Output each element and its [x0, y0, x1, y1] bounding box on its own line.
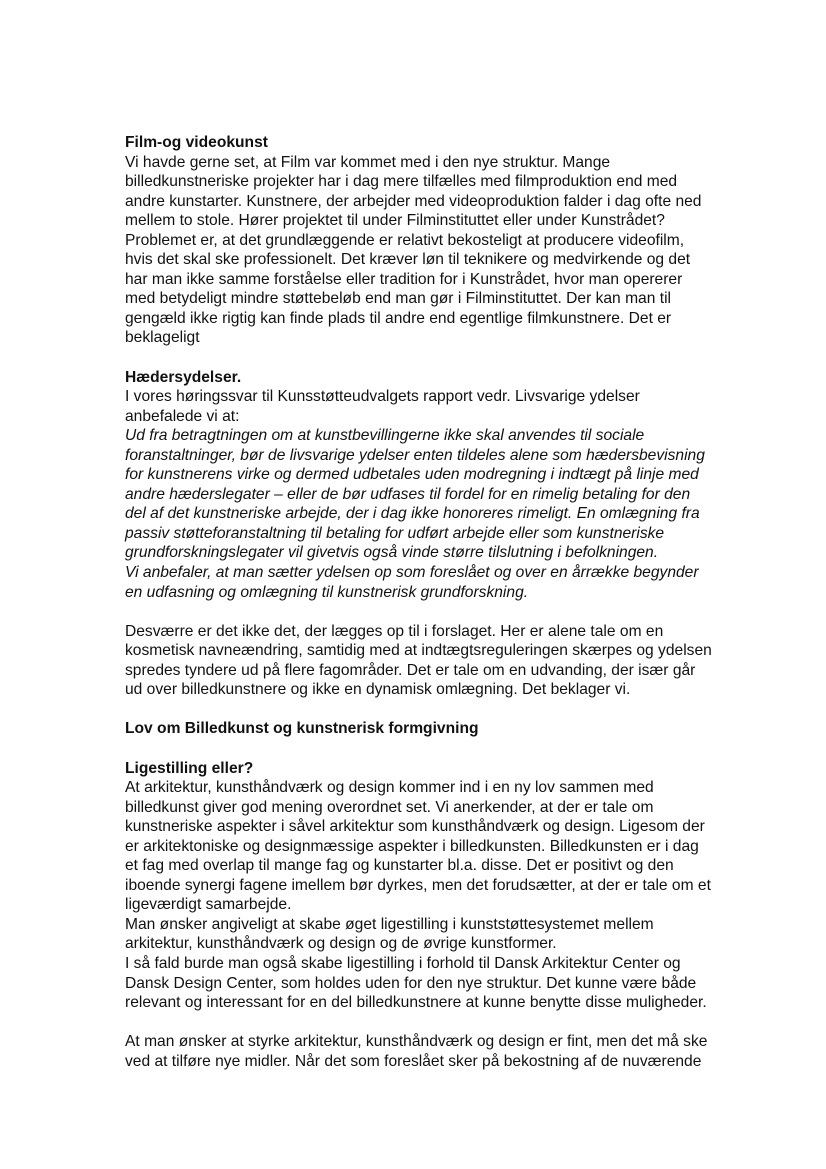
section-heading-haedersydelser: Hædersydelser.	[125, 368, 242, 386]
section-heading-film: Film-og videokunst	[125, 134, 268, 151]
text-line: andre kunstarter. Kunstnere, der arbejder med videoproduktion falder i dag ofte ned	[125, 192, 702, 210]
paragraph-haedersydelser-body	[125, 622, 765, 700]
text-line: har man ikke samme forståelse eller tradition for i Kunstrådet, hvor man opererer	[125, 270, 683, 288]
paragraph-film	[125, 153, 765, 348]
spacer	[125, 1013, 765, 1033]
text-line: gengæld ikke rigtig kan finde plads til andre end egentlige filmkunstnere. Det er	[125, 309, 672, 327]
text-line: billedkunstneriske projekter har i dag mere tilfælles med filmproduktion end med	[125, 173, 678, 191]
text-line: er arkitektoniske og designmæssige aspekter i billedkunsten. Billedkunsten er i dag	[125, 837, 699, 855]
text-line: mellem to stole. Hører projektet til under Filminstituttet eller under Kunstrådet?	[125, 212, 665, 230]
text-line: en udfasning og omlægning til kunstnerisk grundforskning.	[125, 583, 529, 601]
text-line: spredes tyndere ud på flere fagområder. Det er tale om en udvanding, der især går	[125, 661, 696, 679]
text-line: grundforskningslegater vil givetvis også vinde større tilslutning i befolkningen.	[125, 544, 659, 562]
text-line: Problemet er, at det grundlæggende er relativt bekosteligt at producere videofilm,	[125, 231, 685, 249]
text-line: et fag med overlap til mange fag og kunstarter bl.a. disse. Det er positivt og den	[125, 857, 674, 875]
text-line: Dansk Design Center, som holdes uden for den nye struktur. Det kunne være både	[125, 974, 697, 992]
text-line: med betydeligt mindre støttebeløb end man gør i Filminstituttet. Der kan man til	[125, 290, 671, 308]
text-line: arkitektur, kunsthåndværk og design og de øvrige kunstformer.	[125, 935, 557, 953]
spacer	[125, 700, 765, 720]
text-line: I vores høringssvar til Kunsstøtteudvalgets rapport vedr. Livsvarige ydelser	[125, 388, 640, 406]
text-line: anbefalede vi at:	[125, 407, 240, 425]
text-line: del af det kunstneriske arbejde, der i dag ikke honoreres rimeligt. En omlægning fra	[125, 505, 700, 523]
document-body	[125, 133, 765, 1071]
text-line: Ud fra betragtningen om at kunstbevillingerne ikke skal anvendes til sociale	[125, 427, 645, 445]
text-line: hvis det skal ske professionelt. Det kræver løn til teknikere og medvirkende og det	[125, 251, 691, 269]
text-line: passiv støtteforanstaltning til betaling for udført arbejde eller som kunstneriske	[125, 524, 665, 542]
spacer	[125, 739, 765, 759]
spacer	[125, 348, 765, 368]
text-line: relevant og interessant for en del billedkunstnere at kunne benytte disse muligheder.	[125, 994, 707, 1012]
paragraph-haedersydelser-intro	[125, 387, 765, 426]
text-line: for kunstnerens virke og dermed udbetales uden modregning i indtægt på linje med	[125, 466, 699, 484]
text-line: Desværre er det ikke det, der lægges op til i forslaget. Her er alene tale om en	[125, 622, 664, 640]
paragraph-ligestilling	[125, 778, 765, 1013]
text-line: I så fald burde man også skabe ligestilling i forhold til Dansk Arkitektur Center og	[125, 954, 681, 972]
section-heading-ligestilling: Ligestilling eller?	[125, 759, 254, 777]
text-line: beklageligt	[125, 329, 200, 347]
text-line: Vi anbefaler, at man sætter ydelsen op som foreslået og over en årrække begynder	[125, 564, 699, 582]
text-line: foranstaltninger, bør de livsvarige ydelser enten tildeles alene som hædersbevisning	[125, 446, 705, 464]
text-line: kunstneriske aspekter i såvel arkitektur som kunsthåndværk og design. Ligesom der	[125, 818, 705, 836]
text-line: billedkunst giver god mening overordnet set. Vi anerkender, at der er tale om	[125, 798, 654, 816]
text-line: Man ønsker angiveligt at skabe øget ligestilling i kunststøttesystemet mellem	[125, 915, 654, 933]
text-line: kosmetisk navneændring, samtidig med at indtægtsreguleringen skærpes og ydelsen	[125, 642, 712, 660]
text-line: ved at tilføre nye midler. Når det som foreslået sker på bekostning af de nuværende	[125, 1052, 702, 1070]
text-line: At arkitektur, kunsthåndværk og design kommer ind i en ny lov sammen med	[125, 779, 654, 797]
text-line: At man ønsker at styrke arkitektur, kunsthåndværk og design er fint, men det må ske	[125, 1033, 708, 1051]
spacer	[125, 602, 765, 622]
quoted-recommendation	[125, 426, 765, 602]
text-line: ligeværdigt samarbejde.	[125, 896, 292, 914]
text-line: ud over billedkunstnere og ikke en dynamisk omlægning. Det beklager vi.	[125, 681, 631, 699]
text-line: iboende synergi fagene imellem bør dyrkes, men det forudsætter, at der er tale om et	[125, 876, 711, 894]
text-line: Vi havde gerne set, at Film var kommet med i den nye struktur. Mange	[125, 153, 611, 171]
text-line: andre hæderslegater – eller de bør udfases til fordel for en rimelig betaling for den	[125, 485, 691, 503]
section-heading-lov-om-billedkunst: Lov om Billedkunst og kunstnerisk formgivning	[125, 720, 479, 738]
paragraph-styrke-arkitektur	[125, 1032, 765, 1071]
